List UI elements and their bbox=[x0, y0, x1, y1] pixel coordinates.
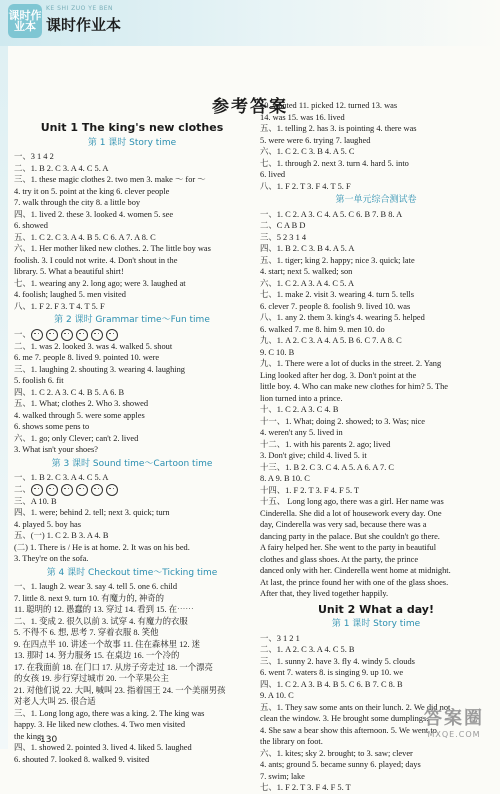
answer-line: 八、1. any 2. them 3. king's 4. wearing 5. helped bbox=[260, 313, 425, 322]
answer-line: 一、3 1 4 2 bbox=[14, 152, 54, 161]
face-icons bbox=[31, 484, 121, 496]
face-icon bbox=[61, 329, 73, 341]
answer-line: 五、1. C 2. C 3. A 4. B 5. C 6. A 7. A 8. C bbox=[14, 232, 156, 242]
answer-line: 3. They're on the sofa. bbox=[14, 554, 89, 564]
answer-line: 五、1. telling 2. has 3. is pointing 4. there was bbox=[260, 124, 417, 133]
answer-line: 4. played 5. boy has bbox=[14, 519, 81, 529]
answer-line: 一、1. C 2. A 3. C 4. A 5. C 6. B 7. B 8. A bbox=[260, 209, 403, 219]
answer-line: 9. 在四点半 10. 讲述一个故事 11. 住在森林里 12. 迷 bbox=[14, 639, 201, 649]
unit-heading: Unit 2 What a day! bbox=[318, 602, 434, 616]
answer-line: 六、1. C 2. C 3. B 4. A 5. C bbox=[260, 147, 355, 156]
page-side-strip bbox=[0, 46, 8, 749]
answer-line: Ling looked after her dog. 3. Don't point at the bbox=[260, 370, 417, 380]
answer-line: 二、1. B 2. C 3. A 4. C 5. A bbox=[14, 163, 109, 173]
answer-line: lion turned into a prince. bbox=[260, 393, 343, 403]
face-icon bbox=[76, 484, 88, 496]
answer-line: 21. 对他们说 22. 大叫, 喊叫 23. 指着国王 24. 一个美丽男孩 bbox=[14, 685, 226, 695]
answer-line: 4. weren't any 5. lived in bbox=[260, 428, 343, 437]
answer-line: clothes and glass shoes. At the party, the prince bbox=[260, 554, 419, 564]
answer-column-right bbox=[260, 100, 492, 794]
answer-line: foolish. 3. I could not write. 4. Don't shout in the bbox=[14, 255, 178, 265]
book-logo: 课时作业本 bbox=[8, 4, 42, 38]
answer-line: 9. A 10. C bbox=[260, 691, 294, 700]
answer-line: 7. little 8. next 9. turn 10. 有魔力的, 神奇的 bbox=[14, 593, 165, 603]
answer-line: 二、1. A 2. C 3. A 4. C 5. B bbox=[260, 645, 355, 654]
face-icon bbox=[91, 329, 103, 341]
answer-line: 十五、 Long long ago, there was a girl. Her name was bbox=[260, 497, 444, 506]
answer-line: 14. was 15. was 16. lived bbox=[260, 112, 345, 122]
answer-line: 一、1. laugh 2. wear 3. say 4. tell 5. one 6. child bbox=[14, 582, 178, 592]
answer-line: 二、C A B D bbox=[260, 221, 306, 230]
answer-line: 4. foolish; laughed 5. men visited bbox=[14, 290, 126, 299]
face-icon bbox=[76, 329, 88, 341]
answer-line: 四、1. B 2. C 3. B 4. A 5. A bbox=[260, 244, 355, 253]
answer-line: Cinderella. She did a lot of housework every day. One bbox=[260, 508, 442, 518]
answer-line: 6. shouted 7. looked 8. walked 9. visited bbox=[14, 754, 150, 764]
answer-line: 三、1. sunny 2. have 3. fly 4. windy 5. clouds bbox=[260, 656, 415, 666]
face-icons bbox=[31, 329, 121, 341]
answer-line: 4. walked through 5. were some apples bbox=[14, 410, 145, 420]
answer-line: 五、1. tiger; king 2. happy; nice 3. quick; late bbox=[260, 255, 415, 265]
answer-line: 六、1. go; only Clever; can't 2. lived bbox=[14, 433, 139, 443]
answer-line: 四、1. showed 2. pointed 3. lived 4. liked 5. laughed bbox=[14, 743, 192, 753]
answer-line: little boy. 4. Who can make new clothes for him? 5. The bbox=[260, 382, 448, 391]
answer-line: 六、1. C 2. A 3. A 4. C 5. A bbox=[260, 278, 355, 288]
face-icon bbox=[31, 484, 43, 496]
lesson-heading: 第 1 课时 Story time bbox=[87, 137, 177, 148]
watermark-logo bbox=[412, 708, 496, 746]
answer-line: 的女孩 19. 步行穿过城市 20. 一个苹果公主 bbox=[14, 674, 169, 684]
answer-line: day, Cinderella was very sad, because there was a bbox=[260, 520, 427, 529]
answer-line: 五、1. What; clothes 2. Who 3. showed bbox=[14, 399, 149, 409]
watermark-url: MXQE.COM bbox=[427, 730, 481, 739]
page-title: 参考答案 bbox=[212, 97, 288, 117]
face-answers: 二、 bbox=[14, 484, 250, 496]
header-title: 课时作业本 bbox=[46, 16, 122, 34]
answer-line: 五、(一) 1. C 2. B 3. A 4. B bbox=[14, 531, 109, 541]
face-icon bbox=[91, 484, 103, 496]
answer-line: 十四、1. F 2. T 3. F 4. F 5. T bbox=[260, 485, 360, 495]
answer-line: 九、1. A 2. C 3. A 4. A 5. B 6. C 7. A 8. C bbox=[260, 336, 402, 345]
face-icon bbox=[106, 484, 118, 496]
lesson-heading: 第 2 课时 Grammar time～Fun time bbox=[54, 315, 210, 325]
answer-line: 3. Don't give; child 4. lived 5. it bbox=[260, 451, 367, 460]
answer-line: 一、3 1 2 1 bbox=[260, 633, 300, 643]
face-icon bbox=[106, 329, 118, 341]
answer-line: 四、1. C 2. A 3. C 4. B 5. A 6. B bbox=[14, 387, 125, 397]
answer-line: 三、1. these magic clothes 2. two men 3. make ～ for ～ bbox=[14, 175, 206, 184]
answer-line: 三、1. laughing 2. shouting 3. wearing 4. laughing bbox=[14, 364, 185, 374]
answer-line: 4. She saw a bear show this afternoon. 5. We went to bbox=[260, 725, 437, 735]
face-icon bbox=[46, 484, 58, 496]
answer-line: 二、1. 变成 2. 很久以前 3. 试穿 4. 有魔力的衣服 bbox=[14, 616, 188, 626]
answer-line: 四、1. C 2. A 3. B 4. B 5. C 6. B 7. C 8. B bbox=[260, 679, 403, 689]
answer-line: 13. 那时 14. 努力服务 15. 在桌边 16. 一个冷的 bbox=[14, 651, 180, 661]
answer-line: clean the window. 3. He brought some dumplings. bbox=[260, 714, 429, 723]
answer-line: (二) 1. There is / He is at home. 2. It was on his bed. bbox=[14, 542, 190, 552]
answer-line: 三、5 2 3 1 4 bbox=[260, 232, 307, 242]
unit-heading: Unit 1 The king's new clothes bbox=[40, 121, 224, 134]
face-icon bbox=[46, 329, 58, 341]
answer-line: 6. shows some pens to bbox=[14, 422, 90, 432]
answer-line: 5. foolish 6. fit bbox=[14, 376, 64, 386]
answer-line: 六、1. kites; sky 2. brought; to 3. saw; clever bbox=[260, 748, 413, 758]
lesson-heading: 第一单元综合测试卷 bbox=[335, 195, 417, 205]
lesson-heading: 第 4 课时 Checkout time～Ticking time bbox=[46, 567, 218, 578]
answer-line: 8. A 9. B 10. C bbox=[260, 474, 310, 483]
header-banner bbox=[0, 0, 500, 46]
answer-line: library. 5. What a beautiful shirt! bbox=[14, 267, 124, 276]
answer-line: 七、1. F 2. T 3. F 4. F 5. T bbox=[260, 783, 351, 792]
answer-line: 十、1. C 2. A 3. C 4. B bbox=[260, 405, 339, 414]
answer-line: After that, they lived together happily. bbox=[260, 589, 389, 598]
header-subtitle: KE SHI ZUO YE BEN bbox=[46, 5, 114, 12]
answer-line: 三、A 10. B bbox=[14, 496, 57, 506]
answer-line: 3. What isn't your shoes? bbox=[14, 445, 98, 455]
answer-line: 6. went 7. waters 8. is singing 9. up 10. we bbox=[260, 668, 404, 677]
answer-line: 6. lived bbox=[260, 170, 286, 179]
answer-line: happy. 3. He liked new clothes. 4. Two men visited bbox=[14, 720, 186, 730]
answer-line: 5. 不得不 6. 想, 思考 7. 穿着衣服 8. 笑他 bbox=[14, 628, 159, 638]
answer-line: 6. walked 7. me 8. him 9. men 10. do bbox=[260, 324, 385, 334]
answer-line: 对老人大叫 25. 很合适 bbox=[14, 697, 96, 707]
answer-line: 四、1. lived 2. these 3. looked 4. women 5. see bbox=[14, 209, 174, 219]
answer-line: 11. 聪明的 12. 愚蠢的 13. 穿过 14. 看到 15. 在⋯⋯ bbox=[14, 605, 194, 615]
answer-line: dancing party in the palace. But she couldn't go there. bbox=[260, 531, 440, 541]
answer-line: 六、1. Her mother liked new clothes. 2. The little boy was bbox=[14, 244, 211, 253]
face-answers: 一、 bbox=[14, 329, 250, 341]
answer-line: 九、1. There were a lot of ducks in the street. 2. Yang bbox=[260, 359, 442, 368]
answer-line: A fairy helped her. She went to the party in beautiful bbox=[260, 543, 437, 552]
answer-line: 17. 在我面前 18. 在门口 17. 从房子旁走过 18. 一个漂亮 bbox=[14, 662, 213, 672]
answer-line: 4. try it on 5. point at the king 6. clever people bbox=[14, 186, 170, 196]
answer-line: 七、1. through 2. next 3. turn 4. hard 5. into bbox=[260, 158, 409, 168]
watermark-text: 答案圈 bbox=[424, 708, 484, 729]
answer-line: 十二、1. with his parents 2. ago; lived bbox=[260, 439, 391, 449]
answer-line: At last, the prince found her with one of the glass shoes. bbox=[260, 577, 449, 587]
lesson-heading: 第 3 课时 Sound time～Cartoon time bbox=[51, 458, 213, 469]
page-number: 130 bbox=[40, 735, 58, 745]
answer-line: 五、1. They saw some ants on their lunch. 2. We did not bbox=[260, 702, 451, 712]
answer-line: 6. me 7. people 8. lived 9. pointed 10. were bbox=[14, 353, 160, 363]
answer-line: 6. clever 7. people 8. foolish 9. lived 10. was bbox=[260, 301, 411, 311]
answer-line: 八、1. F 2. F 3. T 4. T 5. F bbox=[14, 301, 105, 311]
answer-line: 四、1. were; behind 2. tell; next 3. quick; turn bbox=[14, 508, 170, 518]
answer-line: 七、1. make 2. visit 3. wearing 4. turn 5. tells bbox=[260, 290, 414, 299]
answer-line: 七、1. wearing any 2. long ago; were 3. laughed at bbox=[14, 278, 186, 288]
answer-line: 一、1. B 2. C 3. A 4. C 5. A bbox=[14, 473, 109, 483]
answer-line: 4. ants; ground 5. became sunny 6. played; days bbox=[260, 760, 421, 769]
answer-line: the king. bbox=[14, 731, 44, 741]
answer-line: 10. wanted 11. picked 12. turned 13. was bbox=[260, 101, 398, 110]
answer-column-left bbox=[14, 118, 250, 765]
answer-line: 三、1. Long long ago, there was a king. 2. The king was bbox=[14, 708, 205, 718]
face-icon bbox=[31, 329, 43, 341]
lesson-heading: 第 1 课时 Story time bbox=[331, 619, 421, 629]
answer-line: 7. walk through the city 8. a little boy bbox=[14, 198, 141, 207]
answer-line: 十三、1. B 2. C 3. C 4. A 5. A 6. A 7. C bbox=[260, 462, 395, 472]
face-icon bbox=[61, 484, 73, 496]
answer-line: 二、1. was 2. looked 3. was 4. walked 5. shout bbox=[14, 341, 173, 351]
answer-line: danced only with her. Cinderella went home at midnight. bbox=[260, 566, 451, 575]
answer-line: 6. showed bbox=[14, 221, 48, 230]
answer-line: 八、1. F 2. T 3. F 4. T 5. F bbox=[260, 181, 351, 191]
answer-line: 十一、1. What; doing 2. showed; to 3. Was; nice bbox=[260, 416, 426, 426]
answer-line: 5. were were 6. trying 7. laughed bbox=[260, 135, 371, 145]
answer-line: 4. start; next 5. walked; son bbox=[260, 267, 353, 276]
answer-line: 7. swim; lake bbox=[260, 771, 305, 781]
answer-line: the library on foot. bbox=[260, 737, 323, 746]
answer-line: 9. C 10. B bbox=[260, 347, 295, 357]
